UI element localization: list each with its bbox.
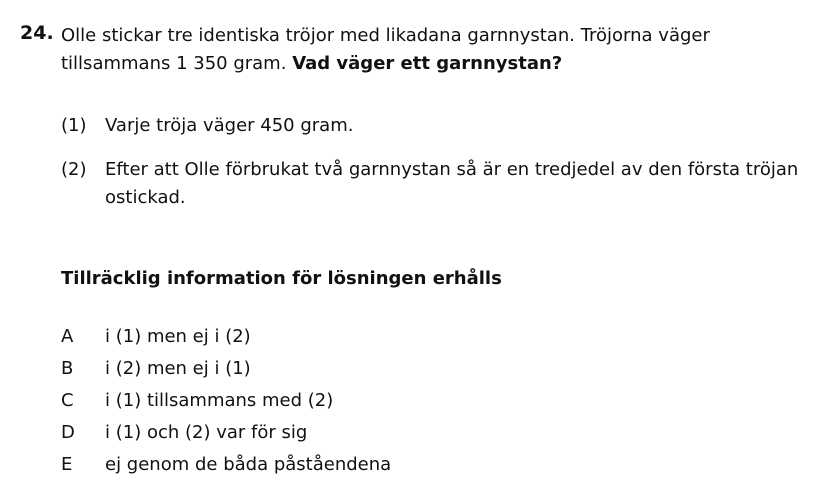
- option-e[interactable]: [61, 451, 761, 483]
- statement-number: (2): [61, 159, 87, 180]
- option-text: i (2) men ej i (1): [105, 358, 251, 379]
- statement-1: [61, 112, 801, 140]
- answer-prompt: Tillräcklig information för lösningen erhålls: [61, 268, 502, 289]
- statement-text: Varje tröja väger 450 gram.: [105, 115, 354, 136]
- option-letter: E: [61, 454, 73, 475]
- option-letter: B: [61, 358, 74, 379]
- option-d[interactable]: [61, 419, 761, 451]
- option-letter: A: [61, 326, 74, 347]
- statement-number: (1): [61, 115, 87, 136]
- option-letter: D: [61, 422, 75, 443]
- question-number: 24.: [20, 22, 54, 44]
- option-text: ej genom de båda påståendena: [105, 454, 392, 475]
- option-text: i (1) och (2) var för sig: [105, 422, 308, 443]
- option-text: i (1) men ej i (2): [105, 326, 251, 347]
- option-a[interactable]: [61, 323, 761, 355]
- question-text: [61, 22, 801, 78]
- answer-options: [61, 323, 761, 483]
- question-body: Olle stickar tre identiska tröjor med likadana garnnystan. Tröjorna väger tillsammans 1 350 gram.: [61, 25, 710, 74]
- option-b[interactable]: [61, 355, 761, 387]
- option-text: i (1) tillsammans med (2): [105, 390, 334, 411]
- statement-text: Efter att Olle förbrukat två garnnystan så är en tredjedel av den första tröjan ostickad.: [105, 159, 799, 208]
- option-letter: C: [61, 390, 74, 411]
- question-ask: Vad väger ett garnnystan?: [292, 53, 563, 74]
- statement-2: [61, 156, 801, 212]
- option-c[interactable]: [61, 387, 761, 419]
